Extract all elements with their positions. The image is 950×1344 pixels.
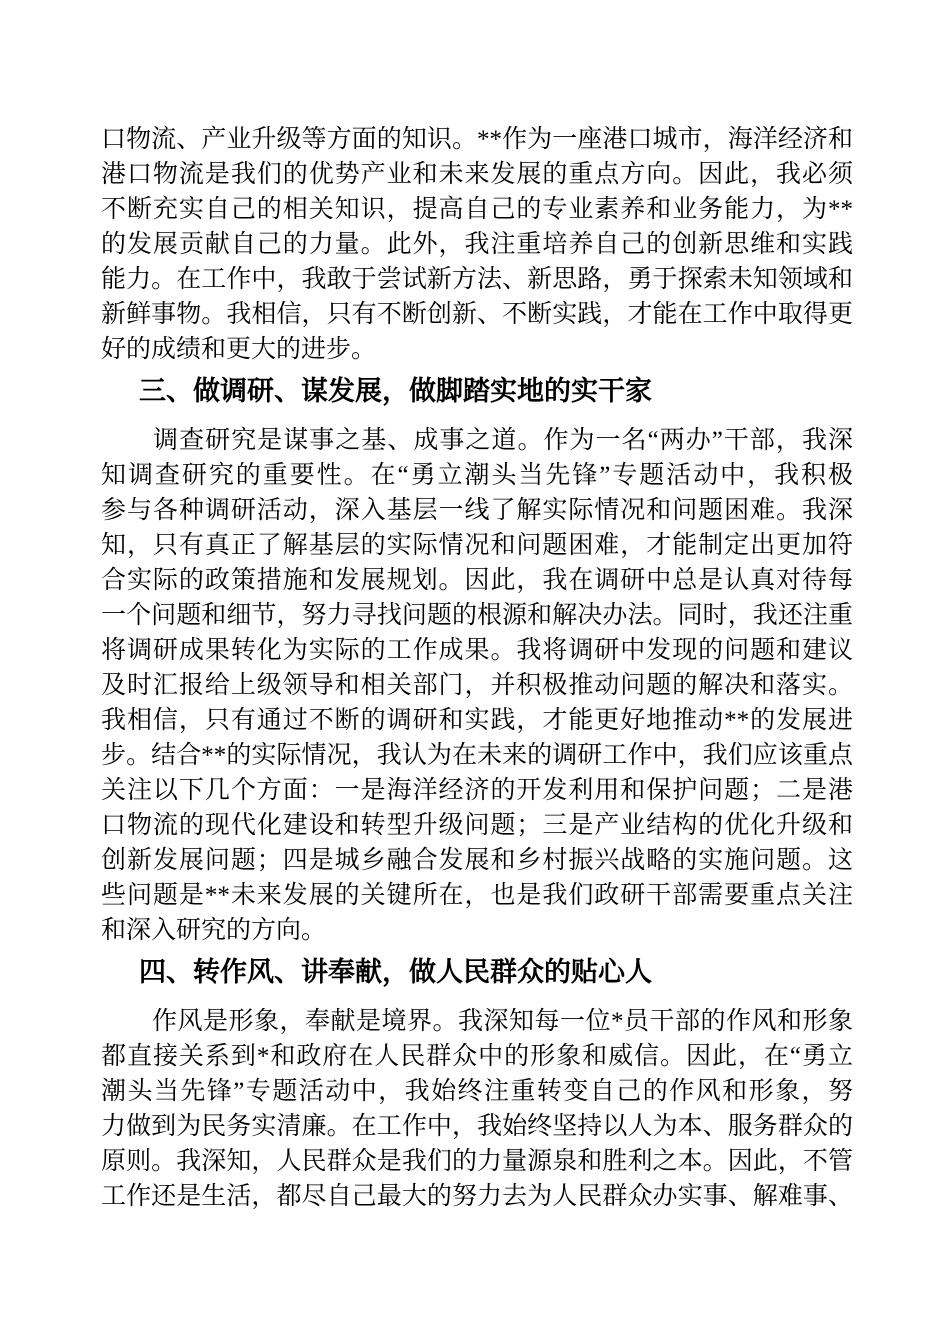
text-line: 新鲜事物。我相信，只有不断创新、不断实践，才能在工作中取得更 [101, 301, 853, 328]
text-line: 都直接关系到*和政府在人民群众中的形象和威信。因此，在“勇立 [101, 1043, 853, 1070]
paragraph-continuation [101, 122, 853, 367]
section-heading-four: 四、转作风、讲奉献，做人民群众的贴心人 [139, 957, 652, 987]
text-line: 步。结合**的实际情况，我认为在未来的调研工作中，我们应该重点 [101, 742, 853, 769]
text-line: 能力。在工作中，我敢于尝试新方法、新思路，勇于探索未知领域和 [101, 266, 853, 293]
section-heading-three: 三、做调研、谋发展，做脚踏实地的实干家 [139, 376, 652, 406]
text-line: 口物流的现代化建设和转型升级问题；三是产业结构的优化升级和 [101, 812, 853, 839]
text-line: 我相信，只有通过不断的调研和实践，才能更好地推动**的发展进 [101, 707, 853, 734]
text-line: 知，只有真正了解基层的实际情况和问题困难，才能制定出更加符 [101, 532, 853, 559]
text-line: 力做到为民务实清廉。在工作中，我始终坚持以人为本、服务群众的 [101, 1113, 853, 1140]
text-line: 创新发展问题；四是城乡融合发展和乡村振兴战略的实施问题。这 [101, 847, 853, 874]
text-line: 调查研究是谋事之基、成事之道。作为一名“两办”干部，我深 [101, 427, 853, 454]
text-line: 知调查研究的重要性。在“勇立潮头当先锋”专题活动中，我积极 [101, 462, 853, 489]
text-line: 合实际的政策措施和发展规划。因此，我在调研中总是认真对待每 [101, 567, 853, 594]
text-line: 将调研成果转化为实际的工作成果。我将调研中发现的问题和建议 [101, 637, 853, 664]
text-line: 一个问题和细节，努力寻找问题的根源和解决办法。同时，我还注重 [101, 602, 853, 629]
text-line: 些问题是**未来发展的关键所在，也是我们政研干部需要重点关注 [101, 882, 853, 909]
text-line: 和深入研究的方向。 [101, 917, 327, 944]
text-line: 口物流、产业升级等方面的知识。**作为一座港口城市，海洋经济和 [101, 126, 853, 153]
text-line: 工作还是生活，都尽自己最大的努力去为人民群众办实事、解难事、 [101, 1183, 853, 1210]
text-line: 关注以下几个方面：一是海洋经济的开发利用和保护问题；二是港 [101, 777, 853, 804]
text-line: 港口物流是我们的优势产业和未来发展的重点方向。因此，我必须 [101, 161, 853, 188]
paragraph [101, 1004, 853, 1214]
text-line: 好的成绩和更大的进步。 [101, 336, 377, 363]
text-line: 参与各种调研活动，深入基层一线了解实际情况和问题困难。我深 [101, 497, 853, 524]
paragraph [101, 423, 853, 948]
text-line: 不断充实自己的相关知识，提高自己的专业素养和业务能力，为** [101, 196, 853, 223]
text-line: 原则。我深知，人民群众是我们的力量源泉和胜利之本。因此，不管 [101, 1148, 853, 1175]
text-line: 作风是形象，奉献是境界。我深知每一位*员干部的作风和形象 [101, 1008, 853, 1035]
text-line: 及时汇报给上级领导和相关部门，并积极推动问题的解决和落实。 [101, 672, 853, 699]
text-line: 潮头当先锋”专题活动中，我始终注重转变自己的作风和形象，努 [101, 1078, 853, 1105]
text-line: 的发展贡献自己的力量。此外，我注重培养自己的创新思维和实践 [101, 231, 853, 258]
text-block [101, 122, 853, 1214]
